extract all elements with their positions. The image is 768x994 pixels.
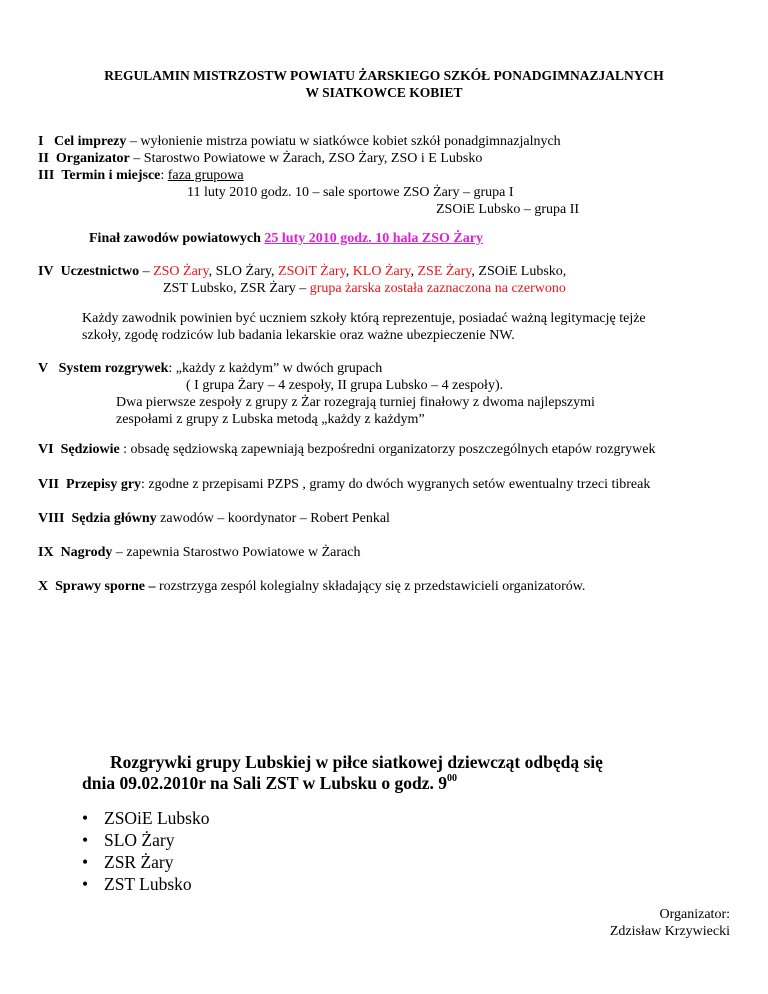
section-6-label: Sędziowie	[60, 442, 120, 457]
section-6	[38, 441, 655, 458]
section-10-label: Sprawy sporne –	[55, 579, 156, 594]
section-4-dash: –	[139, 264, 154, 279]
list-item: • ZSR Żary	[82, 851, 210, 873]
separator-1: , SLO Żary,	[208, 264, 279, 279]
list-item: • SLO Żary	[82, 829, 210, 851]
team-zsoit-zary: ZSOiT Żary	[278, 264, 346, 279]
section-1	[38, 133, 561, 150]
announcement-line2-text: dnia 09.02.2010r na Sali ZST w Lubsku o godz. 9	[82, 773, 448, 793]
section-4-number: IV	[38, 264, 54, 279]
section-3-schedule-line1: 11 luty 2010 godz. 10 – sale sportowe ZSO Żary – grupa I	[187, 185, 514, 200]
section-3	[38, 167, 244, 184]
section-1-text: – wyłonienie mistrza powiatu w siatkówce kobiet szkół ponadgimnazjalnych	[126, 134, 561, 149]
section-5-text: : „każdy z każdym” w dwóch grupach	[168, 361, 383, 376]
team-klo-zary: KLO Żary	[352, 264, 411, 279]
section-3-label: Termin i miejsce	[61, 168, 161, 183]
section-4-line2-text: ZST Lubsko, ZSR Żary –	[163, 281, 310, 296]
section-4-label: Uczestnictwo	[60, 264, 140, 279]
separator-4: , ZSOiE Lubsko,	[471, 264, 567, 279]
section-10	[38, 578, 585, 595]
section-10-number: X	[38, 579, 49, 594]
section-4-red-note: grupa żarska została zaznaczona na czerwono	[309, 281, 566, 296]
section-2	[38, 150, 482, 167]
section-8-number: VIII	[38, 511, 65, 526]
section-2-label: Organizator	[55, 151, 130, 166]
announcement-time-superscript: 00	[447, 773, 458, 784]
section-3-number: III	[38, 168, 55, 183]
section-8	[38, 510, 390, 527]
section-8-label: Sędzia główny	[71, 511, 157, 526]
section-6-number: VI	[38, 442, 54, 457]
list-item: • ZSOiE Lubsko	[82, 807, 210, 829]
list-item: • ZST Lubsko	[82, 873, 210, 895]
section-4-line2	[163, 280, 566, 297]
section-2-number: II	[38, 151, 49, 166]
section-2-text: – Starostwo Powiatowe w Żarach, ZSO Żary, ZSO i E Lubsko	[129, 151, 483, 166]
section-5-line3: Dwa pierwsze zespoły z grupy z Żar rozegrają turniej finałowy z dwoma najlepszymi	[116, 395, 595, 410]
document-title-line2: W SIATKOWCE KOBIET	[305, 85, 463, 100]
final-label: Finał zawodów powiatowych	[89, 231, 265, 246]
team-zso-zary: ZSO Żary	[153, 264, 209, 279]
announcement-line2	[82, 772, 457, 798]
announcement-line1: Rozgrywki grupy Lubskiej w piłce siatkowej dziewcząt odbędą się	[110, 752, 603, 772]
teams-list	[82, 807, 210, 895]
final-date: 25 luty 2010 godz. 10 hala ZSO Żary	[264, 231, 483, 246]
section-5-line4: zespołami z grupy z Lubska metodą „każdy z każdym”	[116, 412, 425, 427]
section-5-number: V	[38, 361, 49, 376]
separator-3: ,	[410, 264, 418, 279]
section-1-label: Cel imprezy	[53, 134, 127, 149]
section-7-text: : zgodne z przepisami PZPS , gramy do dwóch wygranych setów ewentualny trzeci tibreak	[141, 477, 651, 492]
section-7	[38, 476, 650, 493]
section-5-label: System rozgrywek	[58, 361, 169, 376]
document-title-line1: REGULAMIN MISTRZOSTW POWIATU ŻARSKIEGO SZKÓŁ PONADGIMNAZJALNYCH	[104, 68, 664, 83]
signature-name: Zdzisław Krzywiecki	[609, 924, 730, 939]
section-9	[38, 544, 360, 561]
section-5-line2: ( I grupa Żary – 4 zespoły, II grupa Lubsko – 4 zespoły).	[186, 378, 504, 393]
team-zse-zary: ZSE Żary	[417, 264, 472, 279]
section-6-text: : obsadę sędziowską zapewniają bezpośredni organizatorzy poszczególnych etapów rozgrywek	[119, 442, 656, 457]
section-4	[38, 263, 566, 280]
section-3-colon: :	[160, 168, 168, 183]
section-9-number: IX	[38, 545, 54, 560]
section-3-phase: faza grupowa	[167, 168, 244, 183]
section-10-text: rozstrzyga zespól kolegialny składający się z przedstawicieli organizatorów.	[155, 579, 586, 594]
section-9-text: – zapewnia Starostwo Powiatowe w Żarach	[112, 545, 361, 560]
section-8-text: zawodów – koordynator – Robert Penkal	[156, 511, 390, 526]
section-3-schedule-line2: ZSOiE Lubsko – grupa II	[436, 202, 580, 217]
section-4-paragraph-line1: Każdy zawodnik powinien być uczniem szkoły którą reprezentuje, posiadać ważną legitymację tejże	[82, 311, 646, 326]
section-9-label: Nagrody	[60, 545, 113, 560]
final-info	[89, 230, 483, 247]
section-5	[38, 360, 382, 377]
separator-2: ,	[345, 264, 353, 279]
signature-role: Organizator:	[659, 907, 730, 922]
section-7-number: VII	[38, 477, 60, 492]
section-7-label: Przepisy gry	[66, 477, 142, 492]
section-1-number: I	[38, 134, 44, 149]
section-4-paragraph-line2: szkoły, zgodę rodziców lub badania lekarskie oraz ważne ubezpieczenie NW.	[82, 328, 515, 343]
